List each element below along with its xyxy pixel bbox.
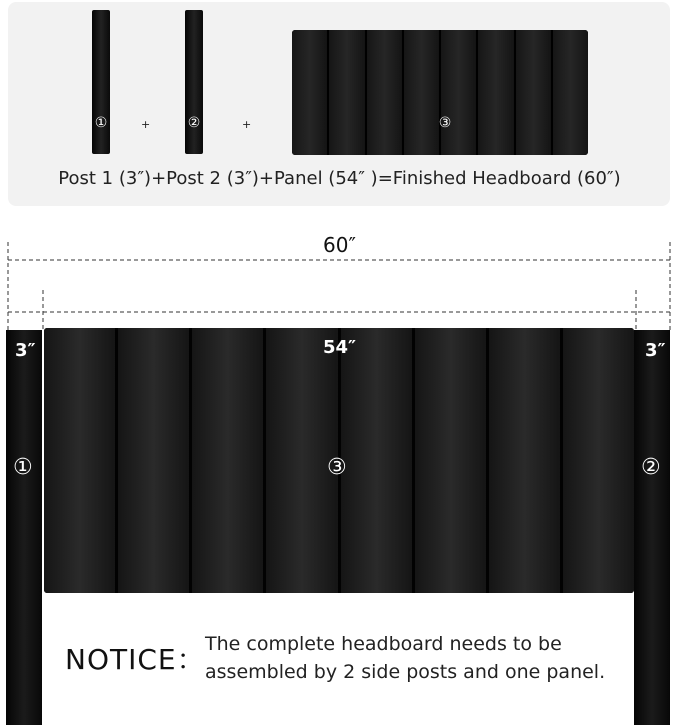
panel-channel: [118, 328, 192, 593]
post-1-marker: ①: [94, 115, 108, 131]
post-1-large: [6, 330, 42, 725]
post-2-marker: ②: [187, 115, 201, 131]
post-left-width-label: 3″: [15, 340, 36, 361]
panel-channel: [489, 328, 563, 593]
post-right-width-label: 3″: [645, 340, 666, 361]
post-1-large-marker: ①: [13, 455, 33, 480]
total-width-label: 60″: [323, 233, 356, 257]
panel-channel: [563, 328, 634, 593]
panel-channel: [192, 328, 266, 593]
formula-text: Post 1 (3″)+Post 2 (3″)+Panel (54″ )=Finished Headboard (60″): [58, 168, 621, 189]
panel-channel: [415, 328, 489, 593]
plus-sign-1: +: [141, 118, 151, 131]
notice-text: The complete headboard needs to be assembled by 2 side posts and one panel.: [205, 633, 606, 683]
plus-sign-2: +: [242, 118, 252, 131]
panel-channel: [341, 328, 415, 593]
panel-marker: ③: [438, 115, 452, 131]
notice-title: NOTICE：: [65, 643, 206, 676]
panel-channel: [44, 328, 118, 593]
panel-width-label: 54″: [323, 337, 357, 358]
post-2-large-marker: ②: [641, 455, 661, 480]
panel-large-marker: ③: [327, 455, 347, 480]
